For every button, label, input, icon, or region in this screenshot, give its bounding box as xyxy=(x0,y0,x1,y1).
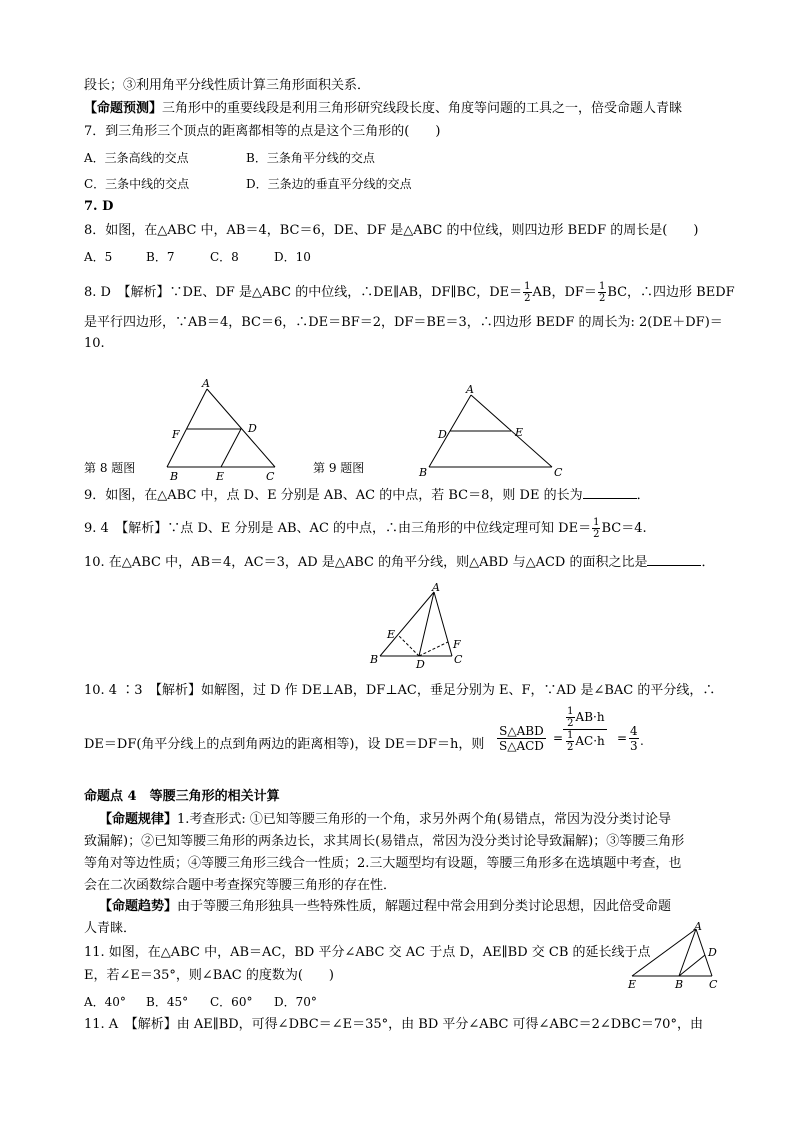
fig8-triangle xyxy=(167,389,275,467)
fig10-label-a: A xyxy=(432,582,440,594)
fig10-label-d: D xyxy=(416,658,425,671)
trend-line-2: 人青睐． xyxy=(84,921,137,936)
fig10-label-e: E xyxy=(387,628,396,641)
height-ratio-num xyxy=(563,706,607,730)
frac-numerator: 1 xyxy=(567,730,574,741)
height-ratio-den xyxy=(563,730,607,753)
fig11-label-e: E xyxy=(628,978,637,991)
q10-answer-line-1: 10. 4 ∶3 【解析】如解图，过 D 作 DE⊥AB，DF⊥AC，垂足分别为 E、F，∵AD 是∠BAC 的平分线，∴ xyxy=(84,683,716,698)
q9-ans-part-1: 9. 4 【解析】∵点 D、E 分别是 AB、AC 的中点，∴由三角形的中位线定理可知 DE＝ xyxy=(84,521,592,536)
frac-denominator: 2 xyxy=(524,293,531,304)
equals-sign-1: = xyxy=(553,731,564,745)
q8-option-d: D．10 xyxy=(274,250,311,264)
fig8-label-b: B xyxy=(170,470,179,482)
height-ratio xyxy=(563,706,607,753)
fig11-label-c: C xyxy=(709,978,718,991)
q9-stem-end: ． xyxy=(636,488,650,503)
q10-stem-end: ． xyxy=(701,555,715,570)
q8-answer-line-1 xyxy=(84,281,735,304)
q10-answer-blank xyxy=(647,553,701,566)
fig9-label-e: E xyxy=(515,426,524,439)
fig10-label-c: C xyxy=(454,653,463,666)
fig11-label-b: B xyxy=(675,978,684,991)
result-den: 3 xyxy=(630,739,638,753)
fig8-label-f: F xyxy=(172,428,180,441)
q11-option-b: B．45° xyxy=(146,995,189,1009)
frac-denominator: 2 xyxy=(598,293,606,304)
den-text: AC·h xyxy=(575,734,605,748)
q11-stem-2: E，若∠E＝35°，则∠BAC 的度数为( ) xyxy=(84,968,334,983)
fig9-label-c: C xyxy=(554,466,563,479)
q10-stem-text: 10. 在△ABC 中，AB＝4，AC＝3，AD 是△ABC 的角平分线，则△ABD 与△ACD 的面积之比是 xyxy=(84,555,648,570)
fig9-caption: 第 9 题图 xyxy=(313,461,365,475)
q8-ans-part-1: 8. D 【解析】∵DE、DF 是△ABC 的中位线，∴DE∥AB，DF∥BC，DE＝ xyxy=(84,285,523,300)
result-dot: . xyxy=(640,734,644,748)
frac-numerator: 1 xyxy=(598,281,606,292)
frac-denominator: 2 xyxy=(567,742,574,753)
area-ratio xyxy=(497,724,546,753)
prediction-line xyxy=(84,100,682,118)
frac-numerator: 1 xyxy=(524,281,531,292)
q11-answer: 11. A 【解析】由 AE∥BD，可得∠DBC＝∠E＝35°，由 BD 平分∠ABC 可得∠ABC＝2∠DBC＝70°，由 xyxy=(84,1017,703,1032)
fig8-caption: 第 8 题图 xyxy=(84,461,136,475)
q7-stem: 7．到三角形三个顶点的距离都相等的点是这个三角形的( ) xyxy=(84,124,441,139)
prediction-tag: 【命题预测】 xyxy=(84,101,163,116)
q10-stem xyxy=(84,553,715,572)
fig8-label-e: E xyxy=(216,470,225,482)
num-text: AB·h xyxy=(575,710,605,724)
fig10 xyxy=(360,582,480,672)
result-frac xyxy=(629,724,639,753)
q8-ans-part-2: AB，DF＝ xyxy=(532,285,597,300)
result-num: 4 xyxy=(630,724,638,738)
fig9-label-b: B xyxy=(419,466,428,479)
section-title: 命题点 4 等腰三角形的相关计算 xyxy=(84,789,280,804)
frac-denominator: 2 xyxy=(567,718,574,729)
q8-option-b: B．7 xyxy=(146,250,175,264)
equals-sign-2: = xyxy=(617,731,628,745)
rule-line-2: 致漏解)；②已知等腰三角形的两条边长，求其周长(易错点，常因为没分类讨论导致漏解)；③等腰三角形 xyxy=(84,834,685,849)
q8-frac-2 xyxy=(598,281,606,304)
q8-option-a: A．5 xyxy=(84,250,113,264)
rule-line-3: 等角对等边性质；④等腰三角形三线合一性质；2.三大题型均有设题，等腰三角形多在选填题中考查，也 xyxy=(84,856,682,871)
q9-ans-part-2: BC＝4. xyxy=(601,521,647,536)
q8-frac-1 xyxy=(523,281,531,304)
fig11 xyxy=(620,922,730,992)
den-frac xyxy=(566,730,574,753)
q7-option-d: D．三条边的垂直平分线的交点 xyxy=(246,177,412,191)
trend-text-1: 由于等腰三角形独具一些特殊性质，解题过程中常会用到分类讨论思想，因此倍受命题 xyxy=(177,899,672,914)
q8-answer-line-3: 10. xyxy=(84,336,105,351)
rule-text-1: 1.考查形式: ①已知等腰三角形的一个角，求另外两个角(易错点，常因为没分类讨论导 xyxy=(177,812,672,827)
fig8-label-a: A xyxy=(202,377,210,390)
num-frac xyxy=(566,706,574,729)
q7-answer: 7. D xyxy=(84,199,114,214)
q7-option-a: A．三条高线的交点 xyxy=(84,151,189,165)
frac-denominator: 2 xyxy=(593,529,600,540)
area-acd: S△ACD xyxy=(499,739,544,753)
fig10-label-b: B xyxy=(370,653,379,666)
area-abd: S△ABD xyxy=(497,724,546,739)
q11-option-c: C．60° xyxy=(210,995,253,1009)
intro-line-1: 段长；③利用角平分线性质计算三角形面积关系． xyxy=(84,78,371,93)
q11-stem-1: 11. 如图，在△ABC 中，AB＝AC，BD 平分∠ABC 交 AC 于点 D，AE∥BD 交 CB 的延长线于点 xyxy=(84,945,651,960)
fig9-triangle xyxy=(429,395,552,467)
q8-option-c: C．8 xyxy=(210,250,239,264)
q8-ans-part-3: BC，∴四边形 BEDF xyxy=(607,285,735,300)
q10-answer-line-2: DE＝DF(角平分线上的点到角两边的距离相等)，设 DE＝DF＝h，则 xyxy=(84,737,485,752)
frac-numerator: 1 xyxy=(593,517,600,528)
trend-tag: 【命题趋势】 xyxy=(99,899,178,914)
q9-frac xyxy=(592,517,600,540)
fig11-label-a: A xyxy=(694,922,702,933)
fig9-label-a: A xyxy=(466,383,474,396)
prediction-text: 三角形中的重要线段是利用三角形研究线段长度、角度等问题的工具之一，倍受命题人青睐 xyxy=(162,101,683,116)
trend-line-1 xyxy=(99,898,671,916)
q7-option-b: B．三条角平分线的交点 xyxy=(246,151,375,165)
q9-answer-blank xyxy=(583,486,637,499)
q7-option-c: C．三条中线的交点 xyxy=(84,177,190,191)
fig11-label-d: D xyxy=(708,946,717,959)
rule-line-4: 会在二次函数综合题中考查探究等腰三角形的存在性． xyxy=(84,878,397,893)
fig8-label-c: C xyxy=(266,470,275,482)
fig9-label-d: D xyxy=(438,428,447,441)
rule-tag: 【命题规律】 xyxy=(99,812,178,827)
q9-answer xyxy=(84,517,647,540)
q11-option-d: D．70° xyxy=(274,995,317,1009)
fig10-label-f: F xyxy=(453,638,461,651)
q8-stem: 8．如图，在△ABC 中，AB＝4，BC＝6，DE、DF 是△ABC 的中位线，则四边形 BEDF 的周长是( ) xyxy=(84,223,699,238)
frac-numerator: 1 xyxy=(567,706,574,717)
fig8-label-d: D xyxy=(248,422,257,435)
q9-stem-text: 9．如图，在△ABC 中，点 D、E 分别是 AB、AC 的中点，若 BC＝8，则 DE 的长为 xyxy=(84,488,583,503)
rule-line-1 xyxy=(99,811,671,829)
q9-stem xyxy=(84,486,650,505)
q8-answer-line-2: 是平行四边形，∵AB＝4，BC＝6，∴DE＝BF＝2，DF＝BE＝3，∴四边形 BEDF 的周长为: 2(DE＋DF)＝ xyxy=(84,315,723,330)
q11-option-a: A．40° xyxy=(84,995,126,1009)
